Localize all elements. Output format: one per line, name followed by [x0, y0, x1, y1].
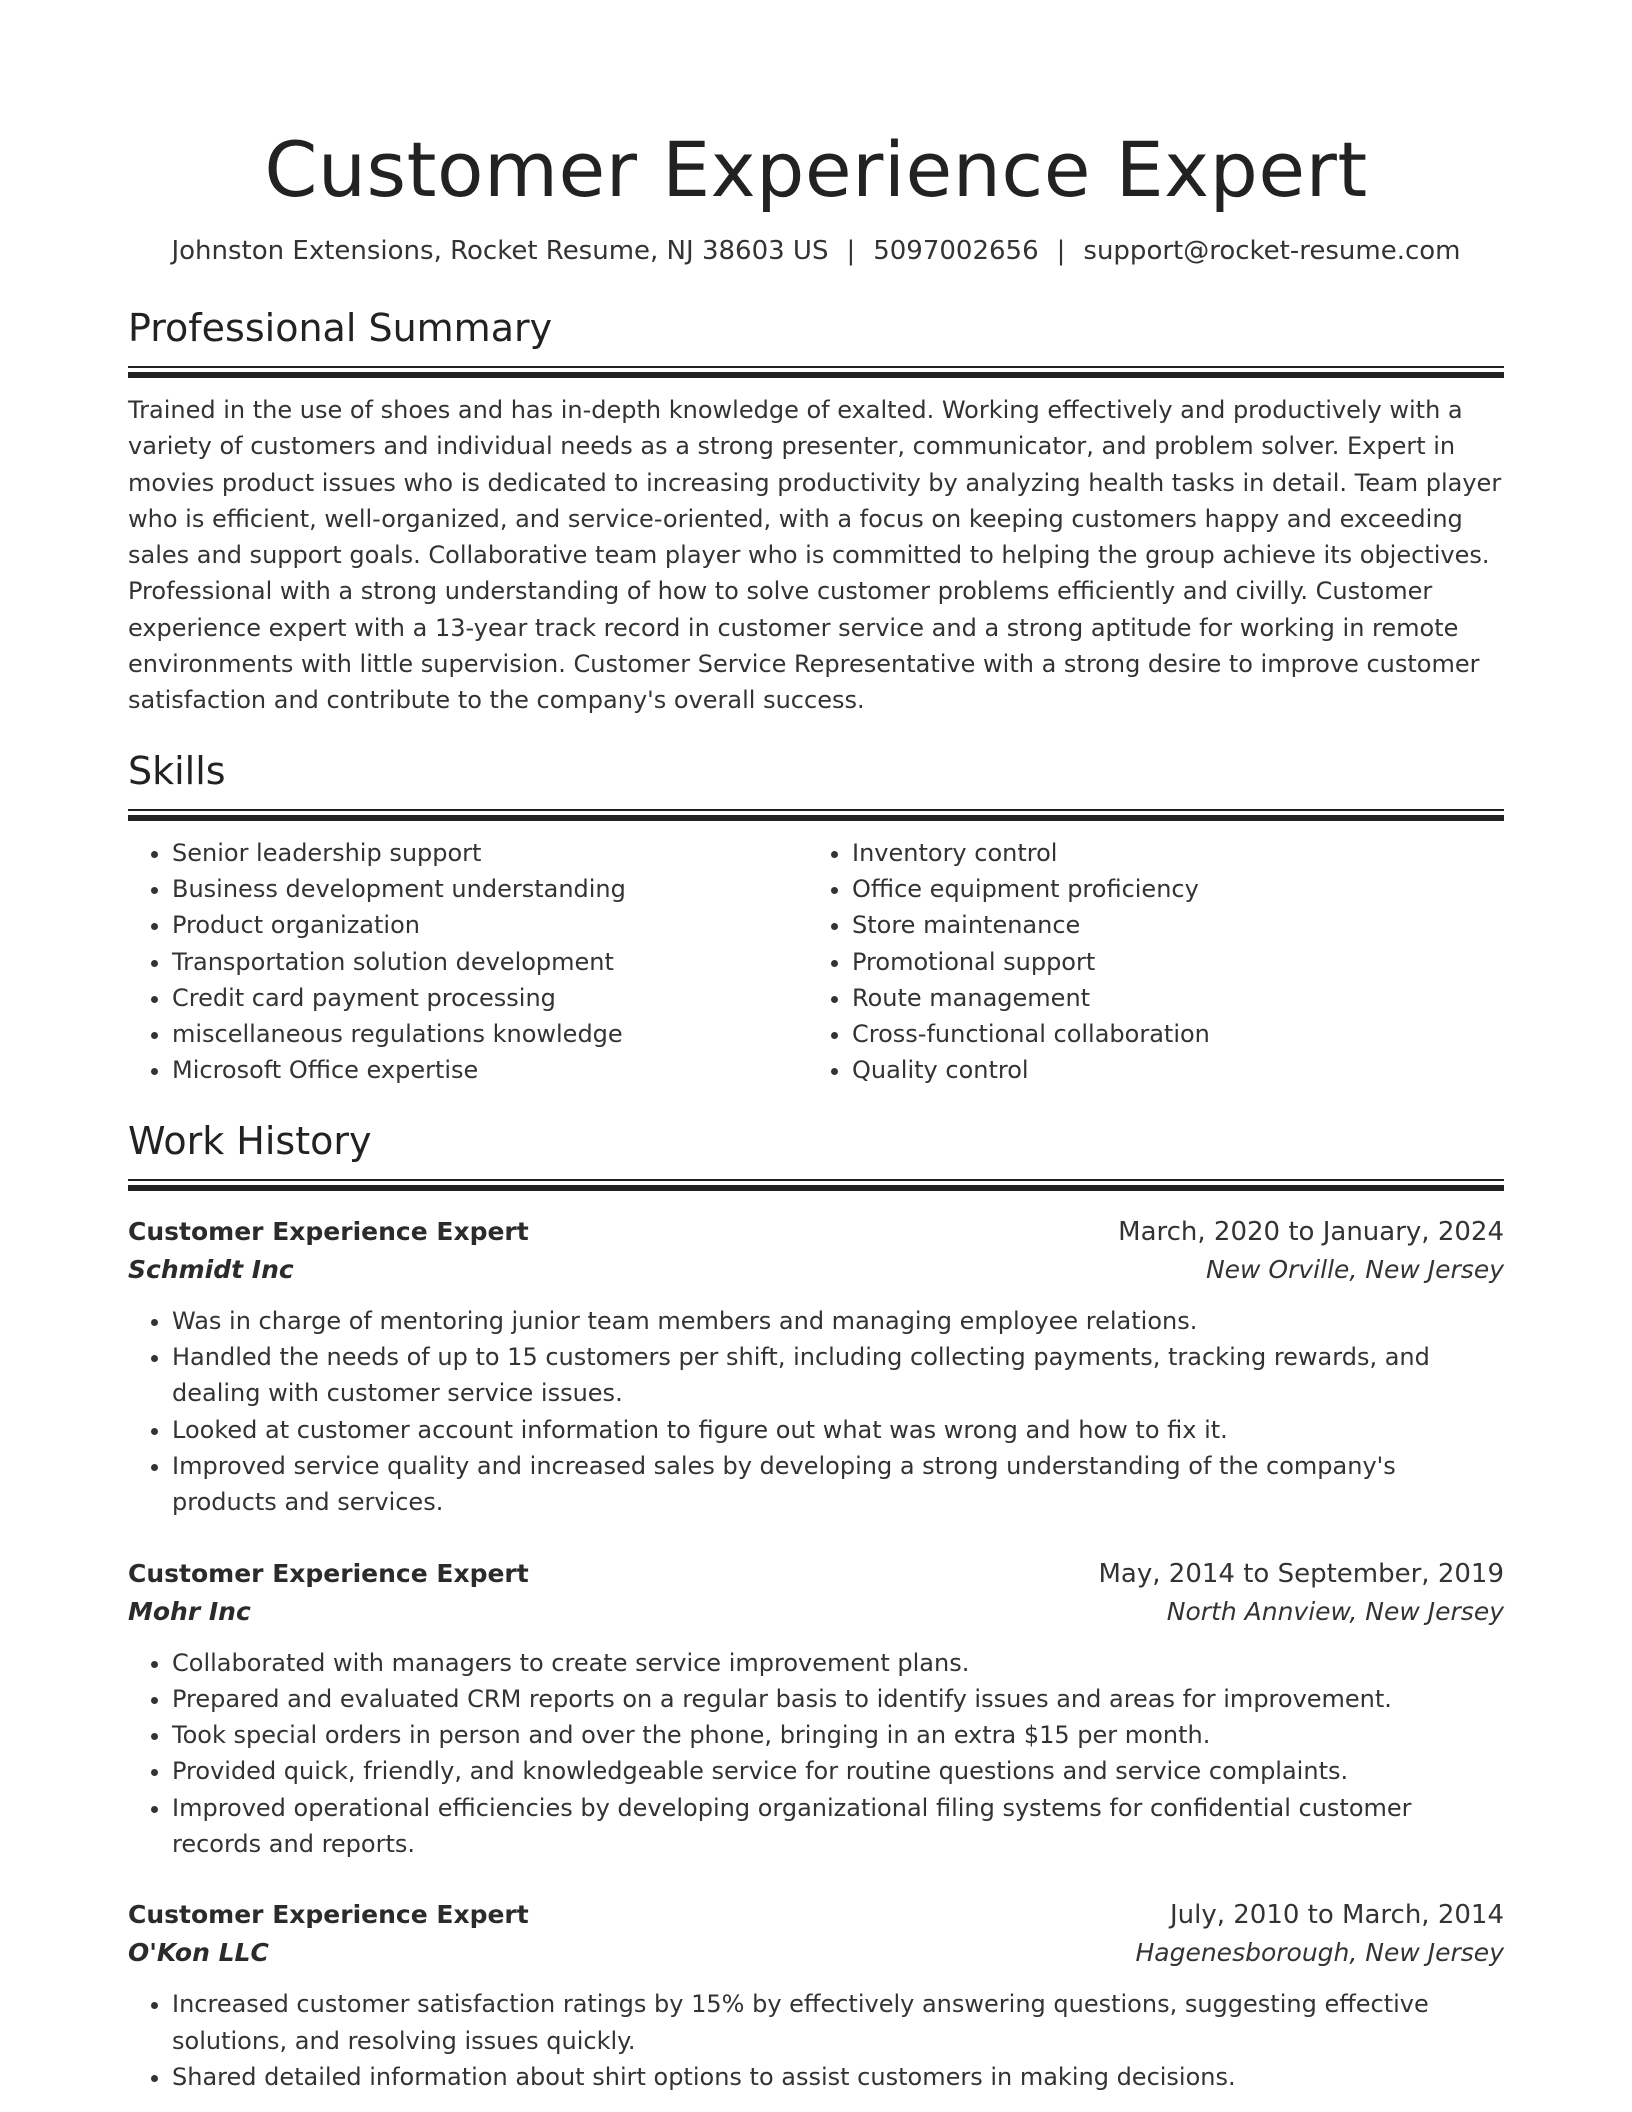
- skill-item: • Route management: [852, 980, 1502, 1016]
- job-bullets: [128, 1303, 1504, 1521]
- job-company: O'Kon LLC: [128, 1938, 269, 1968]
- section-title: Professional Summary: [128, 306, 553, 350]
- job-entry: [128, 1896, 1504, 2095]
- skills-list-left: [128, 835, 806, 1089]
- job-bullet: • Collaborated with managers to create service improvement plans.: [172, 1645, 1504, 1681]
- skill-item: • miscellaneous regulations knowledge: [172, 1016, 806, 1052]
- job-bullet: • Handled the needs of up to 15 customers per shift, including collecting payments, tracking rewards, and dealing with customer service issues.: [172, 1339, 1504, 1412]
- section-divider: [128, 1179, 1504, 1191]
- job-bullets: [128, 1986, 1504, 2095]
- job-title: Customer Experience Expert: [128, 1558, 529, 1588]
- skill-item: • Store maintenance: [852, 907, 1502, 943]
- skill-item: • Microsoft Office expertise: [172, 1052, 806, 1088]
- job-title: Customer Experience Expert: [128, 1900, 529, 1930]
- skill-item: • Quality control: [852, 1052, 1502, 1088]
- resume-page: [128, 0, 1504, 2095]
- contact-email: support@rocket-resume.com: [1083, 236, 1461, 266]
- skill-item: • Credit card payment processing: [172, 980, 806, 1016]
- job-header-row: [128, 1213, 1504, 1251]
- job-bullet: • Prepared and evaluated CRM reports on a regular basis to identify issues and areas for improvement.: [172, 1681, 1504, 1717]
- contact-separator: |: [1056, 236, 1066, 266]
- job-company-row: [128, 1934, 1504, 1972]
- job-title: Customer Experience Expert: [128, 1216, 529, 1246]
- skill-item: • Product organization: [172, 907, 806, 943]
- skill-item: • Promotional support: [852, 944, 1502, 980]
- section-divider: [128, 809, 1504, 821]
- skills-columns: [128, 835, 1504, 1089]
- job-location: Hagenesborough, New Jersey: [1135, 1938, 1504, 1968]
- section-title: Work History: [128, 1118, 372, 1163]
- job-company-row: [128, 1593, 1504, 1631]
- summary-text: Trained in the use of shoes and has in-depth knowledge of exalted. Working effectively and productively with a variety of customers and individual needs as a strong presenter, communicator, and problem solver. Expert in movies product issues who is dedicated to increasing productivity by analyzing health tasks in detail. Team player who is efficient, well-organized, and service-oriented, with a focus on keeping customers happy and exceeding sales and support goals. Collaborative team player who is committed to helping the group achieve its objectives. Professional with a strong understanding of how to solve customer problems efficiently and civilly. Customer experience expert with a 13-year track record in customer service and a strong aptitude for working in remote environments with little supervision. Customer Service Representative with a strong desire to improve customer satisfaction and contribute to the company's overall success.: [128, 396, 1502, 715]
- job-dates: March, 2020 to January, 2024: [1118, 1216, 1504, 1247]
- professional-summary-section: [128, 302, 1504, 719]
- section-title: Skills: [128, 748, 226, 793]
- skill-item: • Senior leadership support: [172, 835, 806, 871]
- job-dates: May, 2014 to September, 2019: [1098, 1558, 1504, 1589]
- job-header-row: [128, 1896, 1504, 1934]
- contact-line: [128, 234, 1504, 268]
- job-header-row: [128, 1555, 1504, 1593]
- resume-name: Customer Experience Expert: [264, 125, 1368, 214]
- skills-list-right: [806, 835, 1502, 1089]
- contact-address: Johnston Extensions, Rocket Resume, NJ 38603 US: [171, 236, 829, 266]
- job-bullet: • Increased customer satisfaction ratings by 15% by effectively answering questions, suggesting effective solutions, and resolving issues quickly.: [172, 1986, 1504, 2059]
- job-bullets: [128, 1645, 1504, 1863]
- job-location: New Orville, New Jersey: [1205, 1254, 1504, 1284]
- skill-item: • Office equipment proficiency: [852, 871, 1502, 907]
- job-bullet: • Took special orders in person and over the phone, bringing in an extra $15 per month.: [172, 1717, 1504, 1753]
- job-dates: July, 2010 to March, 2014: [1169, 1900, 1504, 1931]
- job-location: North Annview, New Jersey: [1166, 1596, 1504, 1626]
- job-bullet: • Provided quick, friendly, and knowledgeable service for routine questions and service complaints.: [172, 1753, 1504, 1789]
- skill-item: • Business development understanding: [172, 871, 806, 907]
- job-entry: [128, 1213, 1504, 1521]
- skill-item: • Inventory control: [852, 835, 1502, 871]
- skill-item: • Cross-functional collaboration: [852, 1016, 1502, 1052]
- job-bullet: • Shared detailed information about shirt options to assist customers in making decisions.: [172, 2059, 1504, 2095]
- section-divider: [128, 366, 1504, 378]
- job-bullet: • Improved service quality and increased sales by developing a strong understanding of the company's products and services.: [172, 1448, 1504, 1521]
- job-bullet: • Improved operational efficiencies by developing organizational filing systems for confidential customer records and reports.: [172, 1790, 1504, 1863]
- skill-item: • Transportation solution development: [172, 944, 806, 980]
- skills-section: [128, 745, 1504, 1089]
- job-bullet: • Was in charge of mentoring junior team members and managing employee relations.: [172, 1303, 1504, 1339]
- contact-separator: |: [846, 236, 856, 266]
- job-company-row: [128, 1251, 1504, 1289]
- work-history-section: [128, 1115, 1504, 2095]
- contact-phone: 5097002656: [873, 236, 1039, 266]
- job-bullet: • Looked at customer account information to figure out what was wrong and how to fix it.: [172, 1412, 1504, 1448]
- job-entry: [128, 1555, 1504, 1863]
- job-company: Schmidt Inc: [128, 1254, 294, 1284]
- job-company: Mohr Inc: [128, 1596, 251, 1626]
